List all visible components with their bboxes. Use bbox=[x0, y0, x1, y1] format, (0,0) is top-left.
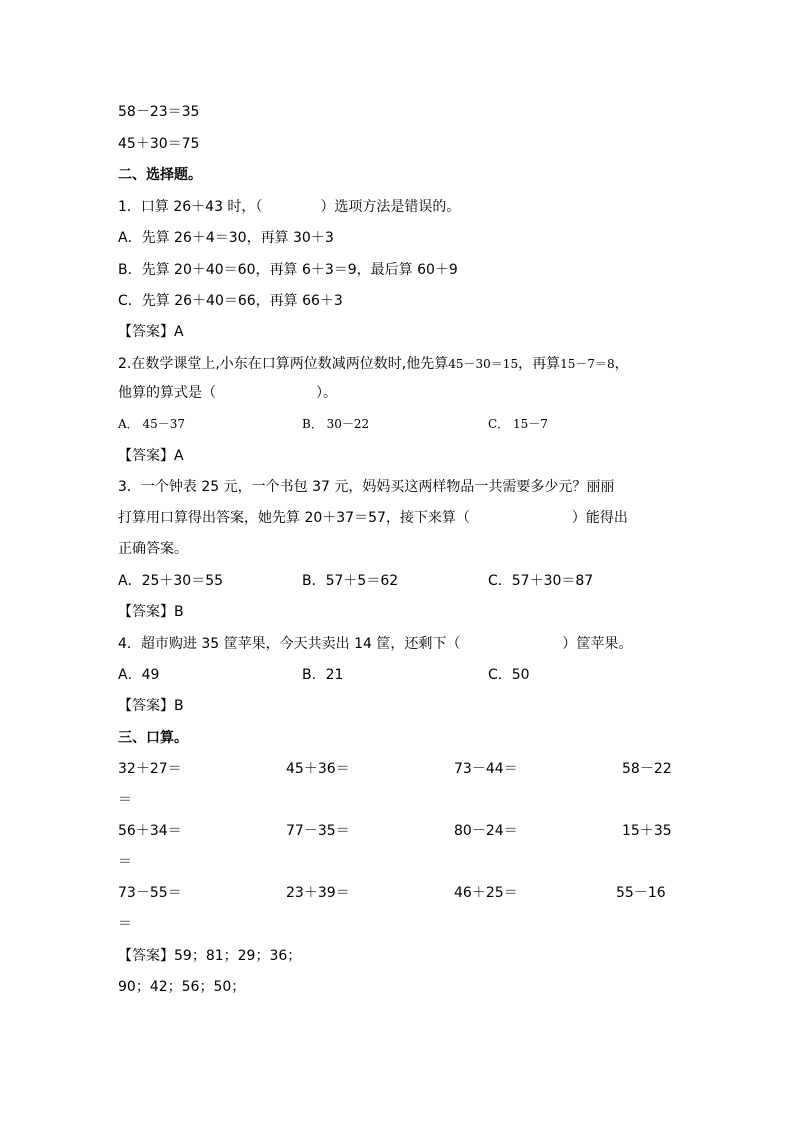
wrapped-equals: ＝ bbox=[118, 916, 132, 932]
calc-item: 32＋27＝ bbox=[118, 761, 182, 777]
calc-item: 58－22 bbox=[622, 761, 672, 777]
question-3-line-3: 正确答案。 bbox=[118, 541, 188, 557]
question-1-stem bbox=[118, 197, 460, 217]
calc-item: 77－35＝ bbox=[286, 823, 350, 839]
calc-item: 80－24＝ bbox=[454, 823, 518, 839]
calc-item: 73－55＝ bbox=[118, 885, 182, 901]
calc-item: 55－16 bbox=[616, 885, 666, 901]
question-2-line-1 bbox=[118, 354, 629, 374]
calc-item: 23＋39＝ bbox=[286, 885, 350, 901]
stem-part: 4．超市购进 35 筐苹果，今天共卖出 14 筐，还剩下（ bbox=[118, 636, 461, 652]
option-a: A．49 bbox=[118, 667, 160, 683]
stem-part: 1．口算 26＋43 时，（ bbox=[118, 199, 263, 215]
stem-part: 打算用口算得出答案，她先算 20＋37＝57，接下来算（ bbox=[118, 510, 470, 526]
question-1-option-a: A．先算 26＋4＝30，再算 30＋3 bbox=[118, 230, 334, 246]
wrapped-equals: ＝ bbox=[118, 792, 132, 808]
calc-item: 73－44＝ bbox=[454, 761, 518, 777]
option-a: A． 45－37 bbox=[118, 417, 186, 431]
calc-item: 15＋35 bbox=[622, 823, 672, 839]
calc-row bbox=[118, 821, 678, 841]
expression: 45－30＝15 bbox=[448, 357, 519, 371]
equation-line: 58－23＝35 bbox=[118, 104, 200, 120]
question-4-answer: 【答案】B bbox=[118, 698, 184, 714]
stem-part: 2.在数学课堂上,小东在口算两位数减两位数时,他先算 bbox=[118, 356, 449, 372]
option-b: B． 30－22 bbox=[302, 417, 370, 431]
calc-row bbox=[118, 883, 678, 903]
option-b: B．21 bbox=[302, 667, 344, 683]
option-b: B．57＋5＝62 bbox=[302, 573, 399, 589]
stem-part: ）能得出 bbox=[571, 510, 628, 526]
question-1-option-b: B．先算 20＋40＝60，再算 6＋3＝9，最后算 60＋9 bbox=[118, 262, 458, 278]
equation-line: 45＋30＝75 bbox=[118, 136, 200, 152]
section-title: 三、口算。 bbox=[118, 730, 188, 746]
question-3-answer: 【答案】B bbox=[118, 604, 184, 620]
calc-item: 56＋34＝ bbox=[118, 823, 182, 839]
expression: 15－7＝8 bbox=[560, 357, 615, 371]
option-c: C．57＋30＝87 bbox=[488, 573, 594, 589]
option-a: A．25＋30＝55 bbox=[118, 573, 224, 589]
option-c: C．50 bbox=[488, 667, 530, 683]
option-c: C． 15－7 bbox=[488, 417, 548, 431]
question-4-stem bbox=[118, 634, 632, 654]
question-3-line-2 bbox=[118, 508, 628, 528]
stem-part: ）。 bbox=[316, 385, 337, 401]
stem-part: 他算的算式是（ bbox=[118, 385, 216, 401]
section-3-answer-line-1: 【答案】59；81；29；36； bbox=[118, 948, 302, 964]
stem-part: ）筐苹果。 bbox=[562, 636, 633, 652]
calc-item: 46＋25＝ bbox=[454, 885, 518, 901]
wrapped-equals: ＝ bbox=[118, 854, 132, 870]
section-3-answer-line-2: 90；42；56；50； bbox=[118, 979, 246, 995]
question-2-line-2 bbox=[118, 383, 337, 403]
question-1-option-c: C．先算 26＋40＝66，再算 66＋3 bbox=[118, 293, 343, 309]
question-1-answer: 【答案】A bbox=[118, 324, 184, 340]
section-title: 二、选择题。 bbox=[118, 167, 202, 183]
calc-item: 45＋36＝ bbox=[286, 761, 350, 777]
stem-part: ，再算 bbox=[518, 356, 561, 372]
stem-part: ）选项方法是错误的。 bbox=[320, 199, 461, 215]
question-2-answer: 【答案】A bbox=[118, 448, 184, 464]
question-3-line-1: 3．一个钟表 25 元，一个书包 37 元，妈妈买这两样物品一共需要多少元？丽丽 bbox=[118, 479, 615, 495]
stem-part: ， bbox=[614, 356, 629, 372]
calc-row bbox=[118, 759, 678, 779]
